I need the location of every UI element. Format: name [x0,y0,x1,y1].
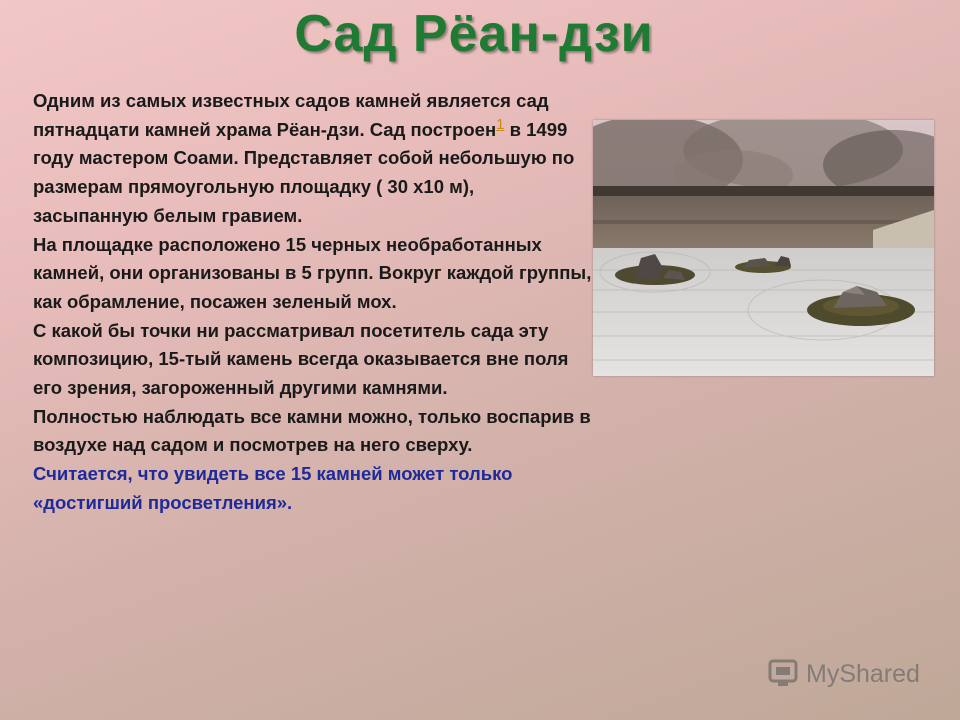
paragraph-enlightenment: Считается, что увидеть все 15 камней может только «достигший просветления». [33,463,513,513]
paragraph-history-end: в 1499 году мастером Соами. Представляет собой небольшую по размерам прямоугольную площадку ( 30 х10 м), засыпанную белым гравием. [33,118,575,226]
paragraph-from-above: Полностью наблюдать все камни можно, только воспарив в воздухе над садом и посмотрев на него сверху. [33,405,591,456]
paragraph-stones: На площадке расположено 15 черных необработанных камней, они организованы в 5 групп. Вокруг каждой группы, как обрамление, посажен зеленый мох. [33,233,592,312]
paragraph-history-start: Одним из самых известных садов камней является сад пятнадцати камней храма Рёан-дзи. Сад построен [33,90,549,140]
mortarboard-icon [766,659,800,689]
watermark [766,656,920,692]
slide-title: Сад Рёан-дзи [294,5,654,63]
watermark-text: MyShared [806,659,920,688]
footnote-link[interactable]: 1 [496,115,505,133]
rock-garden-photo [593,120,934,376]
paragraph-viewpoint: С какой бы точки ни рассматривал посетитель сада эту композицию, 15-тый камень всегда оказывается вне поля его зрения, загороженный другими камнями. [33,319,569,399]
paragraph-history [33,87,593,231]
slide-body [33,87,593,518]
